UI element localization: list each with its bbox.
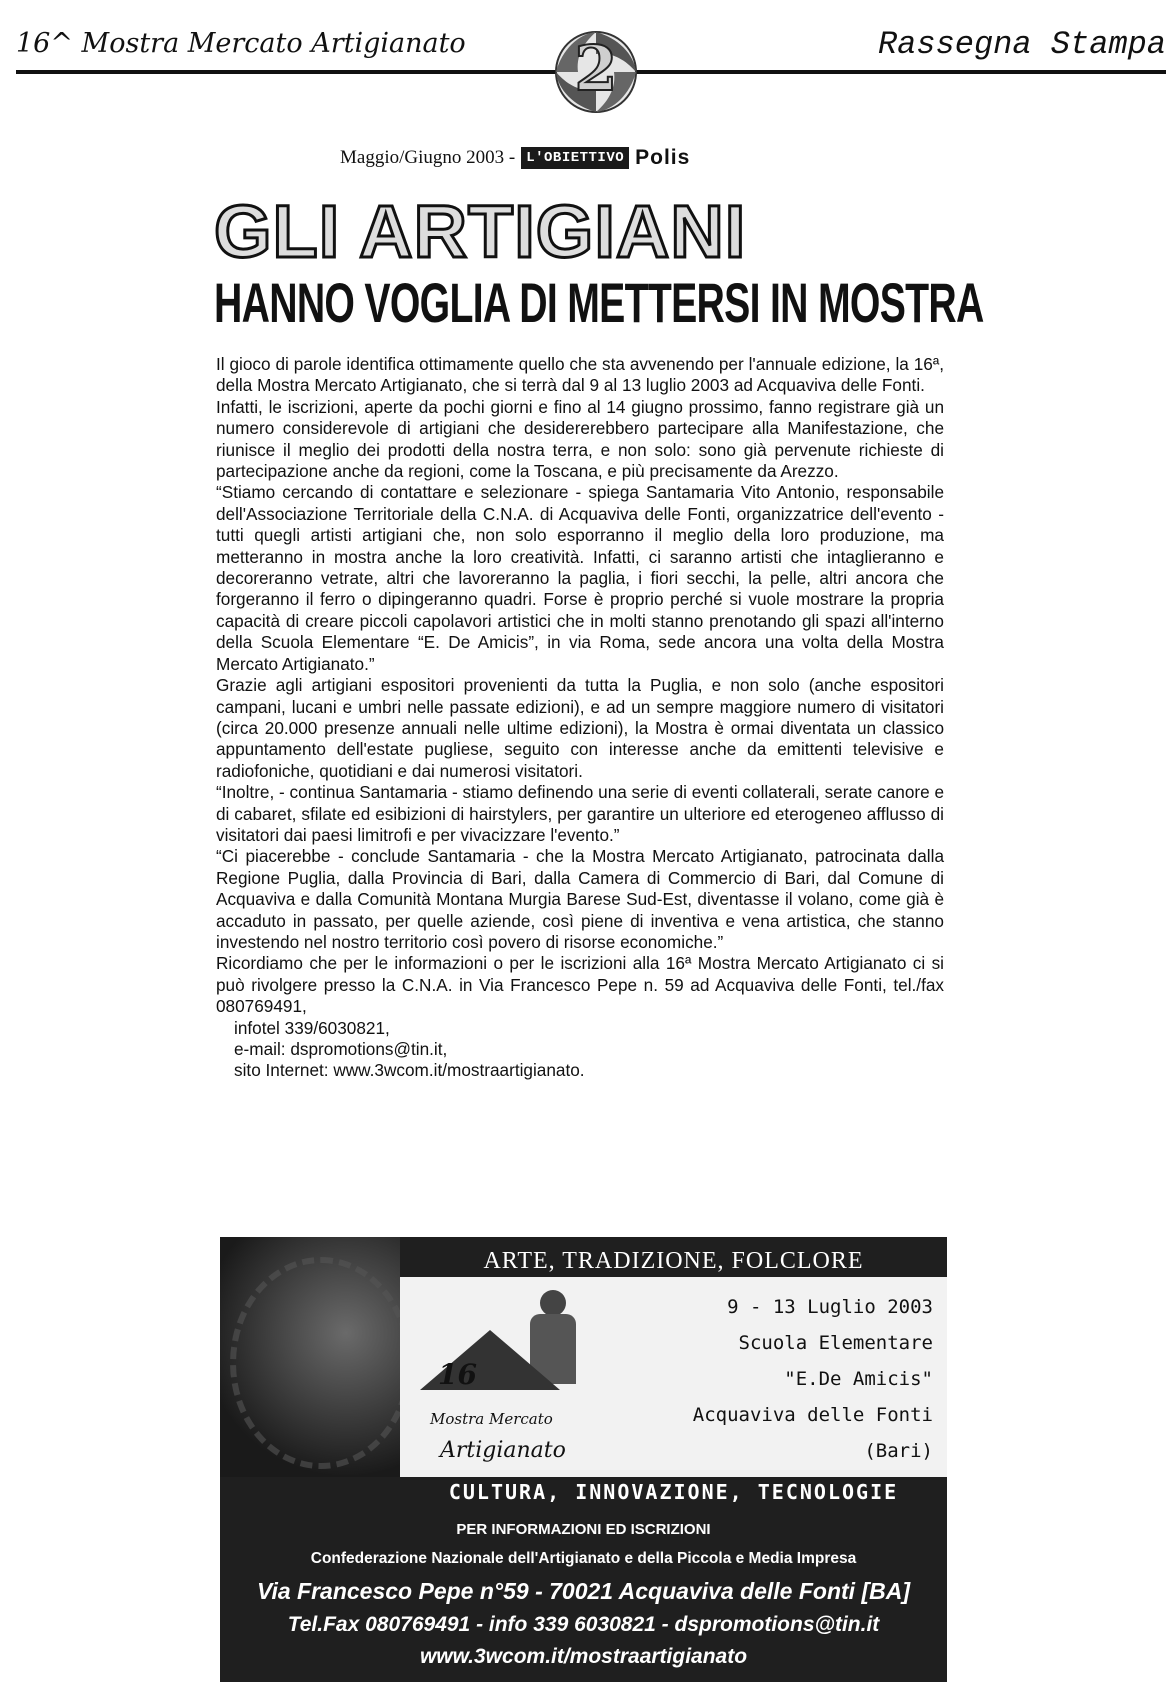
event-venue-name: "E.De Amicis": [784, 1368, 933, 1390]
ad-tagline: CULTURA, INNOVAZIONE, TECNOLOGIE: [448, 1480, 899, 1504]
event-logo-line2: Artigianato: [440, 1438, 566, 1463]
source-line: [340, 143, 690, 173]
event-province: (Bari): [864, 1440, 933, 1462]
ad-organization: Confederazione Nazionale dell'Artigianato e della Piccola e Media Impresa: [310, 1550, 857, 1567]
event-dates: 9 - 13 Luglio 2003: [727, 1296, 933, 1318]
header-title: 16^ Mostra Mercato Artigianato: [16, 28, 466, 59]
publication-logo: L'OBIETTIVO: [521, 147, 629, 169]
article-paragraph: Grazie agli artigiani espositori provenienti da tutta la Puglia, e non solo (anche espositori campani, lucani e umbri nelle passate edizioni), e ad un sempre maggiore numero di visitatori (circa 20.000 presenze annuali nelle ultime edizioni), la Mostra è ormai diventata un classico appuntamento dell'estate pugliese, seguito con interesse anche da emittenti televisive e radiofoniche, quotidiani e dai numerosi visitatori.: [216, 675, 944, 781]
event-details: [693, 1289, 933, 1469]
event-logo: [420, 1290, 620, 1470]
advertisement: [220, 1237, 947, 1682]
event-edition-number: 16: [438, 1358, 477, 1391]
ad-info-header: PER INFORMAZIONI ED ISCRIZIONI: [456, 1521, 711, 1538]
article-paragraph: “Inoltre, - continua Santamaria - stiamo definendo una serie di eventi collaterali, serate canore e di cabaret, sfilate ed esibizioni di hairstylers, per garantire un ulteriore ed eterogeneo afflusso di visitatori dai paesi limitrofi e per vivacizzare l'evento.”: [216, 782, 945, 845]
headline-title: GLI ARTIGIANI: [214, 190, 747, 273]
publication-date: Maggio/Giugno 2003 -: [340, 147, 516, 168]
page-number: 2: [574, 32, 618, 105]
page-number-badge: [548, 24, 644, 120]
sun-rays-decoration: [230, 1257, 412, 1469]
sun-mask-artwork: [220, 1237, 400, 1477]
contact-website: sito Internet: www.3wcom.it/mostraartigianato.: [234, 1060, 585, 1081]
event-logo-line1: Mostra Mercato: [430, 1410, 553, 1428]
ad-event-panel: [400, 1245, 947, 1477]
article-paragraph: “Ci piacerebbe - conclude Santamaria - che la Mostra Mercato Artigianato, patrocinata dalla Regione Puglia, dalla Provincia di Bari, dalla Camera di Commercio di Bari, dal Comune di Acquaviva e dalla Comunità Montana Murgia Barese Sud-Est, diventasse il volano, come già è accaduto in passato, per quelle aziende, così piene di inventiva e vena artistica, che stanno investendo nel nostro territorio così povero di risorse economiche.”: [216, 846, 944, 952]
article-body: [216, 354, 944, 1082]
header-section-label: Rassegna Stampa: [877, 26, 1166, 63]
ad-contacts: Tel.Fax 080769491 - info 339 6030821 - dspromotions@tin.it: [287, 1613, 880, 1636]
event-venue: Scuola Elementare: [738, 1332, 933, 1354]
article-paragraph: “Stiamo cercando di contattare e selezionare - spiega Santamaria Vito Antonio, responsabile dell'Associazione Territoriale della C.N.A. di Acquaviva delle Fonti, organizzatrice dell'evento - tutti quegli artisti artigiani che, non solo esporranno il meglio della loro produzione, ma metteranno in mostra anche la loro creatività. Infatti, ci saranno artisti che intaglieranno e decoreranno vetrate, altri che lavoreranno la paglia, i fiori secchi, la pelle, altri ancora che forgeranno il ferro o dipingeranno quadri. Forse è proprio perché si vuole mostrare la propria capacità di creare piccoli capolavori artistici che in molti stanno prenotando gli spazi all'interno della Scuola Elementare “E. De Amicis”, in via Roma, sede ancora una volta della Mostra Mercato Artigianato.”: [216, 482, 944, 674]
contact-infotel: infotel 339/6030821,: [234, 1017, 390, 1038]
article-paragraph: Ricordiamo che per le informazioni o per le iscrizioni alla 16ª Mostra Mercato Artigianato ci si può rivolgere presso la C.N.A. in Via Francesco Pepe n. 59 ad Acquaviva delle Fonti, tel./fax 080769491,: [216, 953, 944, 1017]
ad-headline: ARTE, TRADIZIONE, FOLCLORE: [400, 1245, 947, 1277]
publication-name: Polis: [635, 146, 691, 169]
article-paragraph: Infatti, le iscrizioni, aperte da pochi giorni e fino al 14 giugno prossimo, fanno registrare già un numero considerevole di artigiani che desidererebbero partecipare alla Manifestazione, che riunisce il meglio dei prodotti della nostra terra, e non solo: sono già pervenute richieste di partecipazione anche da regioni, come la Toscana, e più precisamente da Arezzo.: [216, 396, 944, 482]
ad-website: www.3wcom.it/mostraartigianato: [419, 1645, 748, 1668]
event-city: Acquaviva delle Fonti: [692, 1404, 933, 1426]
ad-info-block: [220, 1517, 947, 1669]
headline-subtitle: HANNO VOGLIA DI METTERSI IN MOSTRA: [214, 271, 984, 334]
ad-address: Via Francesco Pepe n°59 - 70021 Acquaviva delle Fonti [BA]: [256, 1578, 910, 1604]
contact-email: e-mail: dspromotions@tin.it,: [234, 1039, 448, 1059]
article-paragraph: Il gioco di parole identifica ottimamente quello che sta avvenendo per l'annuale edizione, la 16ª, della Mostra Mercato Artigianato, che si terrà dal 9 al 13 luglio 2003 ad Acquaviva delle Fonti.: [216, 354, 944, 396]
